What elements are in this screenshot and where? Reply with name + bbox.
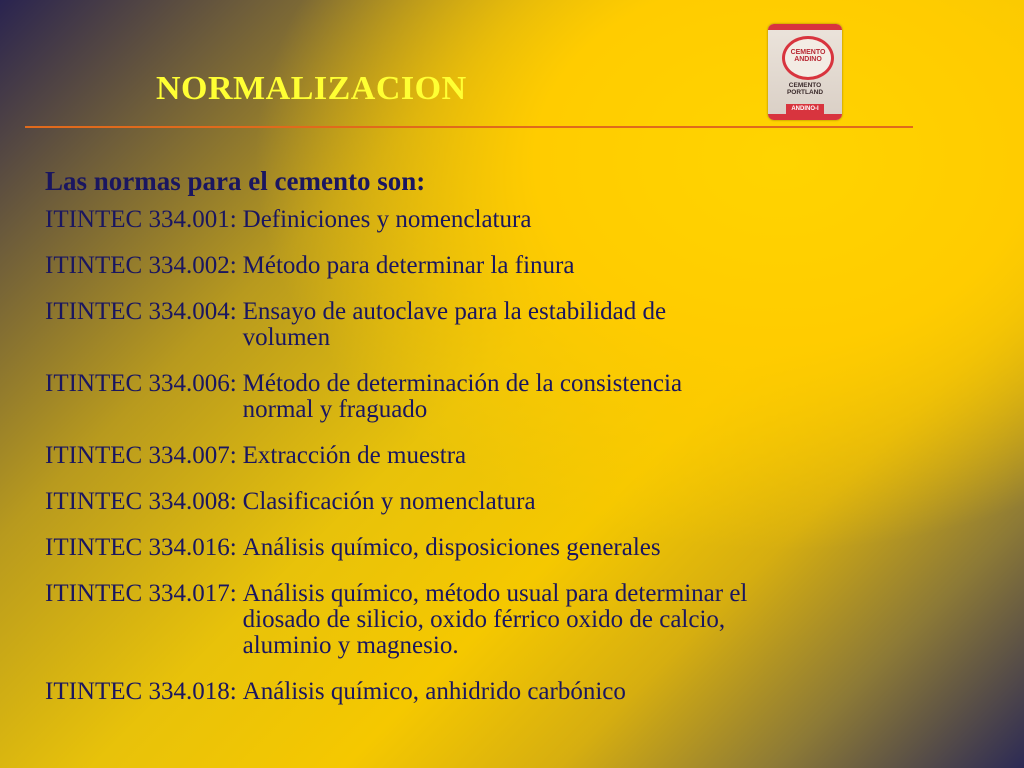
slide-title: NORMALIZACION (156, 70, 467, 107)
norm-description: Clasificación y nomenclatura (242, 488, 536, 515)
norm-code: ITINTEC 334.007: (45, 442, 237, 469)
norm-description: Análisis químico, disposiciones generales (242, 534, 661, 561)
list-item (45, 443, 945, 469)
cement-bag-icon (768, 24, 842, 120)
list-item (45, 581, 945, 659)
list-item (45, 371, 945, 423)
bag-product-text: CEMENTO PORTLAND (786, 82, 824, 96)
list-item (45, 489, 945, 515)
norm-code: ITINTEC 334.018: (45, 678, 237, 705)
norm-description: Método para determinar la finura (242, 252, 575, 279)
norm-description: Análisis químico, anhidrido carbónico (242, 678, 626, 705)
list-item (45, 207, 945, 233)
title-divider (25, 126, 913, 128)
list-item (45, 535, 945, 561)
list-item (45, 253, 945, 279)
intro-heading: Las normas para el cemento son: (45, 166, 426, 196)
norm-code: ITINTEC 334.016: (45, 534, 237, 561)
norm-description: Definiciones y nomenclatura (242, 206, 532, 233)
norm-code: ITINTEC 334.017: (45, 580, 237, 607)
bag-brand-label: ANDINO-I (786, 104, 824, 114)
norm-code: ITINTEC 334.002: (45, 252, 237, 279)
norm-code: ITINTEC 334.008: (45, 488, 237, 515)
norm-code: ITINTEC 334.004: (45, 298, 237, 325)
norm-description: Método de determinación de la consistencia normal y fraguado (242, 370, 683, 423)
list-item (45, 299, 945, 351)
list-item (45, 679, 945, 705)
norm-description: Ensayo de autoclave para la estabilidad de volumen (242, 298, 667, 351)
norm-description: Análisis químico, método usual para determinar el diosado de silicio, oxido férrico oxido de calcio, aluminio y magnesio. (242, 580, 748, 659)
slide-body (45, 160, 945, 725)
bag-seal (782, 36, 834, 80)
norm-code: ITINTEC 334.006: (45, 370, 237, 397)
norm-code: ITINTEC 334.001: (45, 206, 237, 233)
bag-seal-text: CEMENTO ANDINO (790, 49, 826, 63)
norm-description: Extracción de muestra (242, 442, 467, 469)
